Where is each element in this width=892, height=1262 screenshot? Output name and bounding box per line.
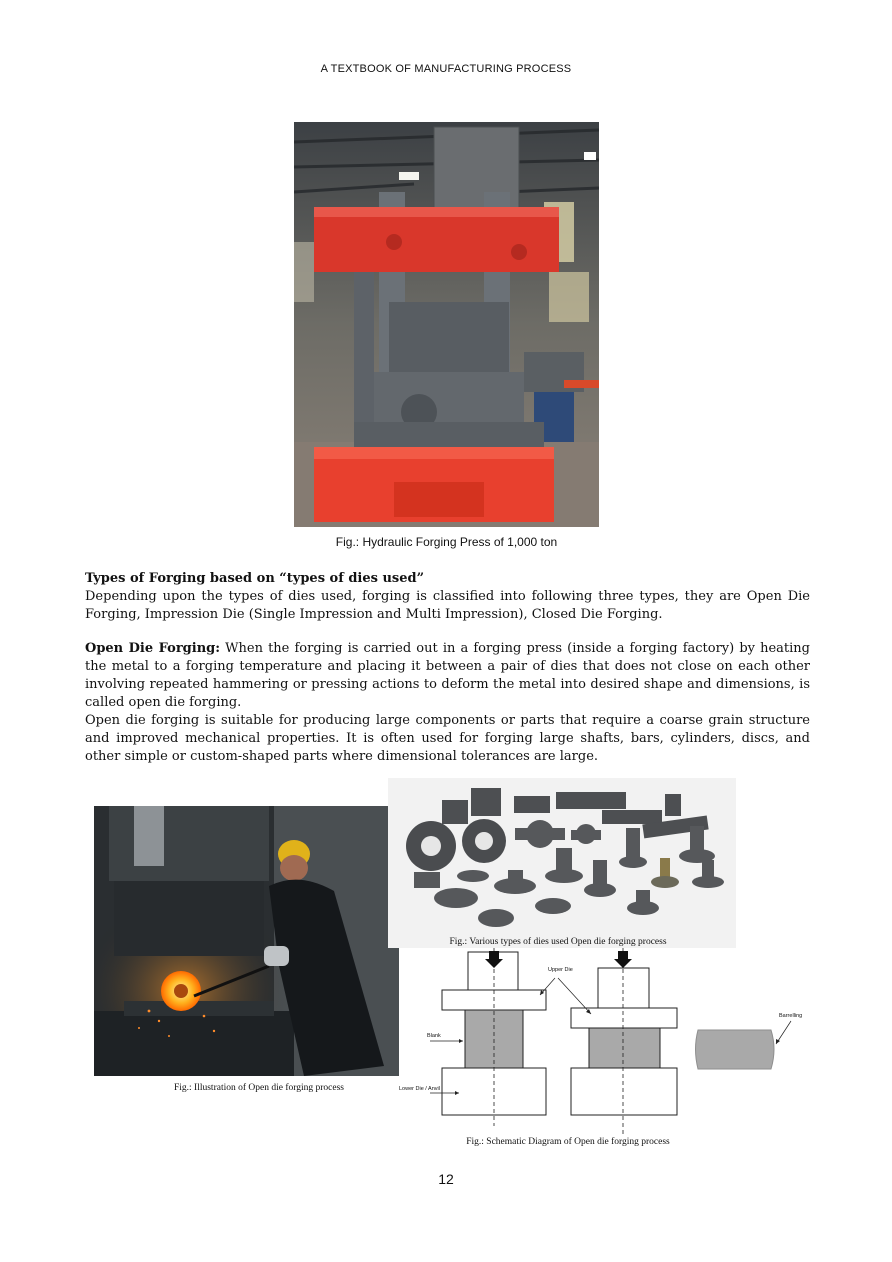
upper-die-label: Upper Die [548, 967, 573, 973]
running-header: A TEXTBOOK OF MANUFACTURING PROCESS [320, 63, 572, 75]
down-arrow-icon [614, 951, 632, 968]
blank-label: Blank [427, 1033, 441, 1039]
smith-figure-caption: Fig.: Illustration of Open die forging process [173, 1083, 344, 1093]
barrelling-label: Barrelling [779, 1013, 803, 1019]
hydraulic-press-photo [294, 122, 599, 527]
schematic-figure-caption: Fig.: Schematic Diagram of Open die forging process [466, 1137, 670, 1147]
barrelled-workpiece [696, 1030, 775, 1069]
page-number: 12 [438, 1171, 454, 1187]
open-die-text: When the forging is carried out in a forging press (inside a forging factory) by heating the metal to a forging temperature and placing it between a pair of dies that does not close on each other involving repeated hammering or pressing actions to deform the metal into desired shape and dimensions, is called open die forging. [85, 641, 810, 710]
types-paragraph: Depending upon the types of dies used, forging is classified into following three types, they are Open Die Forging, Impression Die (Single Impression and Multi Impression), Closed Die Forging. [85, 589, 810, 622]
open-die-forging-photo [94, 806, 399, 1076]
blank-right [589, 1028, 660, 1068]
open-die-paragraph-1 [85, 640, 810, 712]
various-dies-photo [388, 778, 736, 948]
types-of-forging-section [85, 570, 810, 624]
press-figure-caption: Fig.: Hydraulic Forging Press of 1,000 ton [335, 535, 558, 549]
lower-die-right [571, 1068, 677, 1115]
upper-ram-right [598, 968, 649, 1008]
section-heading: Types of Forging based on “types of dies used” [85, 571, 425, 586]
open-die-lead: Open Die Forging: [85, 641, 221, 656]
upper-die-right [571, 1008, 677, 1028]
open-die-section [85, 640, 810, 766]
dies-figure-caption: Fig.: Various types of dies used Open die forging process [449, 937, 667, 947]
open-die-schematic [395, 948, 815, 1138]
lower-die-label: Lower Die / Anvil [399, 1086, 440, 1092]
open-die-paragraph-2: Open die forging is suitable for producing large components or parts that require a coarse grain structure and improved mechanical properties. It is often used for forging large shafts, bars, cylinders, discs, and other simple or custom-shaped parts where dimensional tolerances are large. [85, 713, 810, 764]
